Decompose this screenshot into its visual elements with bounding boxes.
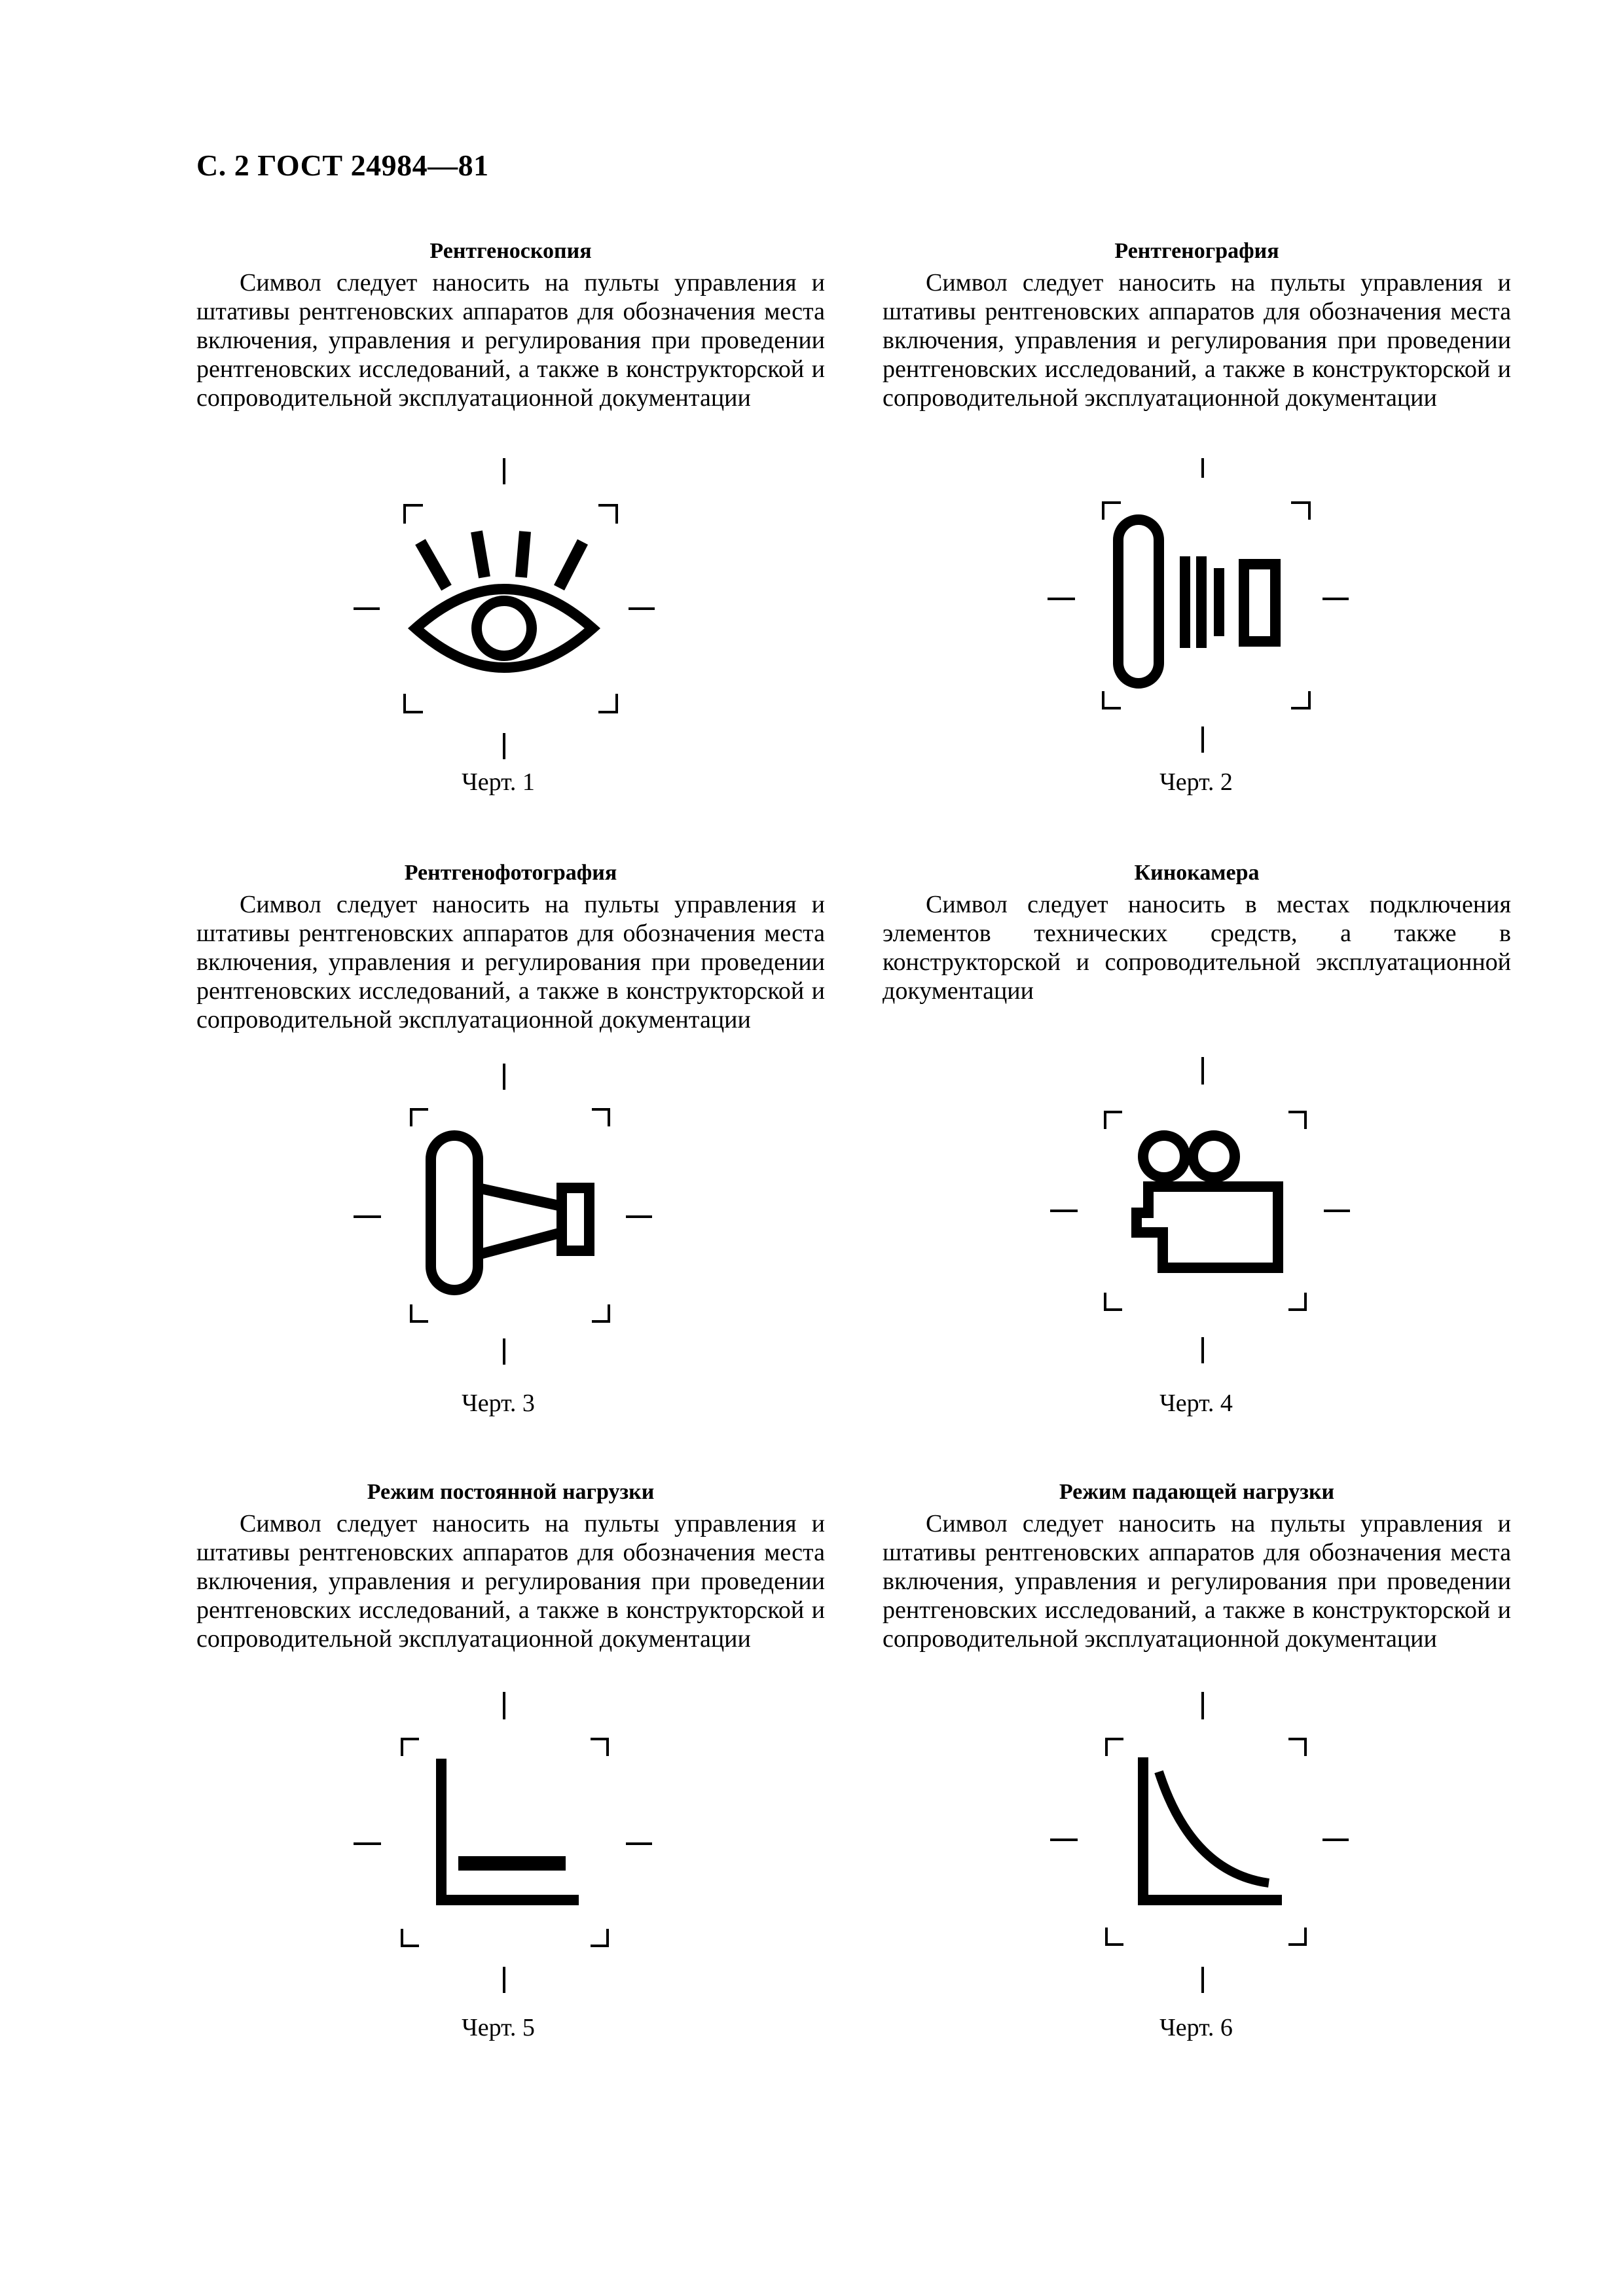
section-title: Режим падающей нагрузки [1059,1480,1335,1504]
figure-4 [1034,1050,1362,1378]
section-title: Рентгенография [1114,239,1279,263]
fluorography-icon [340,1057,655,1378]
movie-camera-icon [1034,1050,1362,1378]
figure-3 [340,1057,655,1378]
section-falling-load [883,1478,1511,1653]
falling-load-icon [1034,1685,1362,2000]
section-body: Символ следует наносить в местах подключения элементов технических средств, а также в конструкторской и сопроводительной эксплуатационной документации [883,891,1511,1005]
section-rentgenografiya [883,237,1511,412]
figure-caption: Черт. 4 [1159,1390,1233,1417]
section-body: Символ следует наносить на пульты управления и штативы рентгеновских аппаратов для обозначения места включения, управления и регулирования при проведении рентгеновских исследований, а также в конструкторской и сопроводительной эксплуатационной документации [883,1510,1511,1653]
constant-load-icon [340,1685,655,2000]
section-body: Символ следует наносить на пульты управления и штативы рентгеновских аппаратов для обозначения места включения, управления и регулирования при проведении рентгеновских исследований, а также в конструкторской и сопроводительной эксплуатационной документации [196,891,825,1033]
section-body: Символ следует наносить на пульты управления и штативы рентгеновских аппаратов для обозначения места включения, управления и регулирования при проведении рентгеновских исследований, а также в конструкторской и сопроводительной эксплуатационной документации [196,1510,825,1653]
section-title: Режим постоянной нагрузки [367,1480,655,1504]
figure-caption: Черт. 3 [462,1390,535,1417]
figure-caption: Черт. 1 [462,768,535,796]
figure-5 [340,1685,655,2000]
section-constant-load [196,1478,825,1653]
section-rentgenofotografiya [196,859,825,1034]
section-title: Кинокамера [1134,861,1260,885]
section-kinokamera [883,859,1511,1005]
figure-caption: Черт. 2 [1159,768,1233,796]
section-rentgenoskopiya [196,237,825,412]
figure-1 [340,452,655,766]
section-title: Рентгенофотография [404,861,617,885]
figure-2 [1034,452,1362,766]
section-body: Символ следует наносить на пульты управления и штативы рентгеновских аппаратов для обозначения места включения, управления и регулирования при проведении рентгеновских исследований, а также в конструкторской и сопроводительной эксплуатационной документации [883,269,1511,412]
section-body: Символ следует наносить на пульты управления и штативы рентгеновских аппаратов для обозначения места включения, управления и регулирования при проведении рентгеновских исследований, а также в конструкторской и сопроводительной эксплуатационной документации [196,269,825,412]
radiography-icon [1034,452,1362,766]
figure-6 [1034,1685,1362,2000]
page-header: С. 2 ГОСТ 24984—81 [196,149,489,182]
figure-caption: Черт. 6 [1159,2014,1233,2041]
eye-rays-icon [340,452,655,766]
figure-caption: Черт. 5 [462,2014,535,2041]
section-title: Рентгеноскопия [429,239,592,263]
